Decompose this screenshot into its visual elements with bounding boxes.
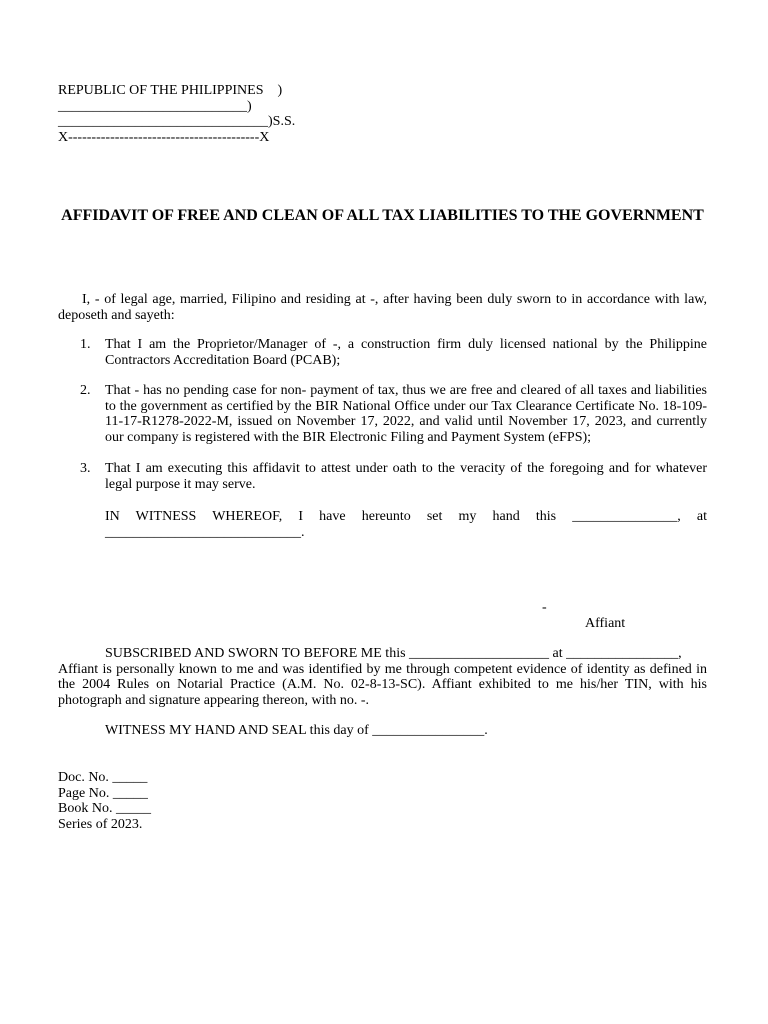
notarial-register (58, 770, 151, 832)
witness-clause: IN WITNESS WHEREOF, I have hereunto set my hand this _______________, at (105, 509, 707, 524)
intro-paragraph: I, - of legal age, married, Filipino and residing at -, after having been duly sworn to in accordance with law, deposeth and sayeth: (58, 292, 707, 323)
venue-blank-1: ___________________________) (58, 98, 252, 114)
book-number: Book No. _____ (58, 801, 151, 816)
list-item-1 (80, 337, 707, 368)
doc-number: Doc. No. _____ (58, 770, 148, 785)
notary-jurat-body: Affiant is personally known to me and was identified by me through competent evidence of identity as defined in the 2004 Rules on Notarial Practice (A.M. No. 02-8-13-SC). Affiant exhibited to me his/her TIN, with his photograph and signature appearing thereon, with no. -. (58, 661, 707, 708)
venue-block (58, 83, 707, 145)
list-item-number: 1. (80, 337, 91, 352)
list-item-text: That I am the Proprietor/Manager of -, a construction firm duly licensed national by the Philippine Contractors Accreditation Board (PCAB); (105, 337, 707, 368)
venue-ss: ______________________________)S.S. (58, 114, 296, 129)
list-item-text: That - has no pending case for non- payment of tax, thus we are free and cleared of all taxes and liabilities to the government as certified by the BIR National Office under our Tax Clearance Certificate No. 18-109-11-17-R1278-2022-M, issued on November 17, 2022, and valid until November 17, 2023, and currently our company is registered with the BIR Electronic Filing and Payment System (eFPS); (105, 383, 707, 445)
list-item-number: 2. (80, 383, 91, 398)
list-item-2 (80, 383, 707, 445)
venue-separator: X-----------------------------------------X (58, 129, 270, 145)
affiant-name: - (542, 600, 547, 615)
document-title: AFFIDAVIT OF FREE AND CLEAN OF ALL TAX LIABILITIES TO THE GOVERNMENT (61, 207, 704, 224)
page-number: Page No. _____ (58, 785, 148, 801)
venue-republic: REPUBLIC OF THE PHILIPPINES ) (58, 83, 283, 98)
notary-jurat-first-line: SUBSCRIBED AND SWORN TO BEFORE ME this ____________________ at ________________, (105, 646, 682, 661)
witness-clause-place: ____________________________. (105, 525, 305, 540)
witness-seal-line: WITNESS MY HAND AND SEAL this day of ________________. (105, 723, 488, 738)
list-item-text: That I am executing this affidavit to attest under oath to the veracity of the foregoing and for whatever legal purpose it may serve. (105, 461, 707, 492)
list-item-number: 3. (80, 461, 91, 476)
series-year: Series of 2023. (58, 816, 143, 832)
list-item-3 (80, 461, 707, 492)
notary-jurat (58, 646, 707, 708)
affiant-label: Affiant (585, 616, 626, 631)
